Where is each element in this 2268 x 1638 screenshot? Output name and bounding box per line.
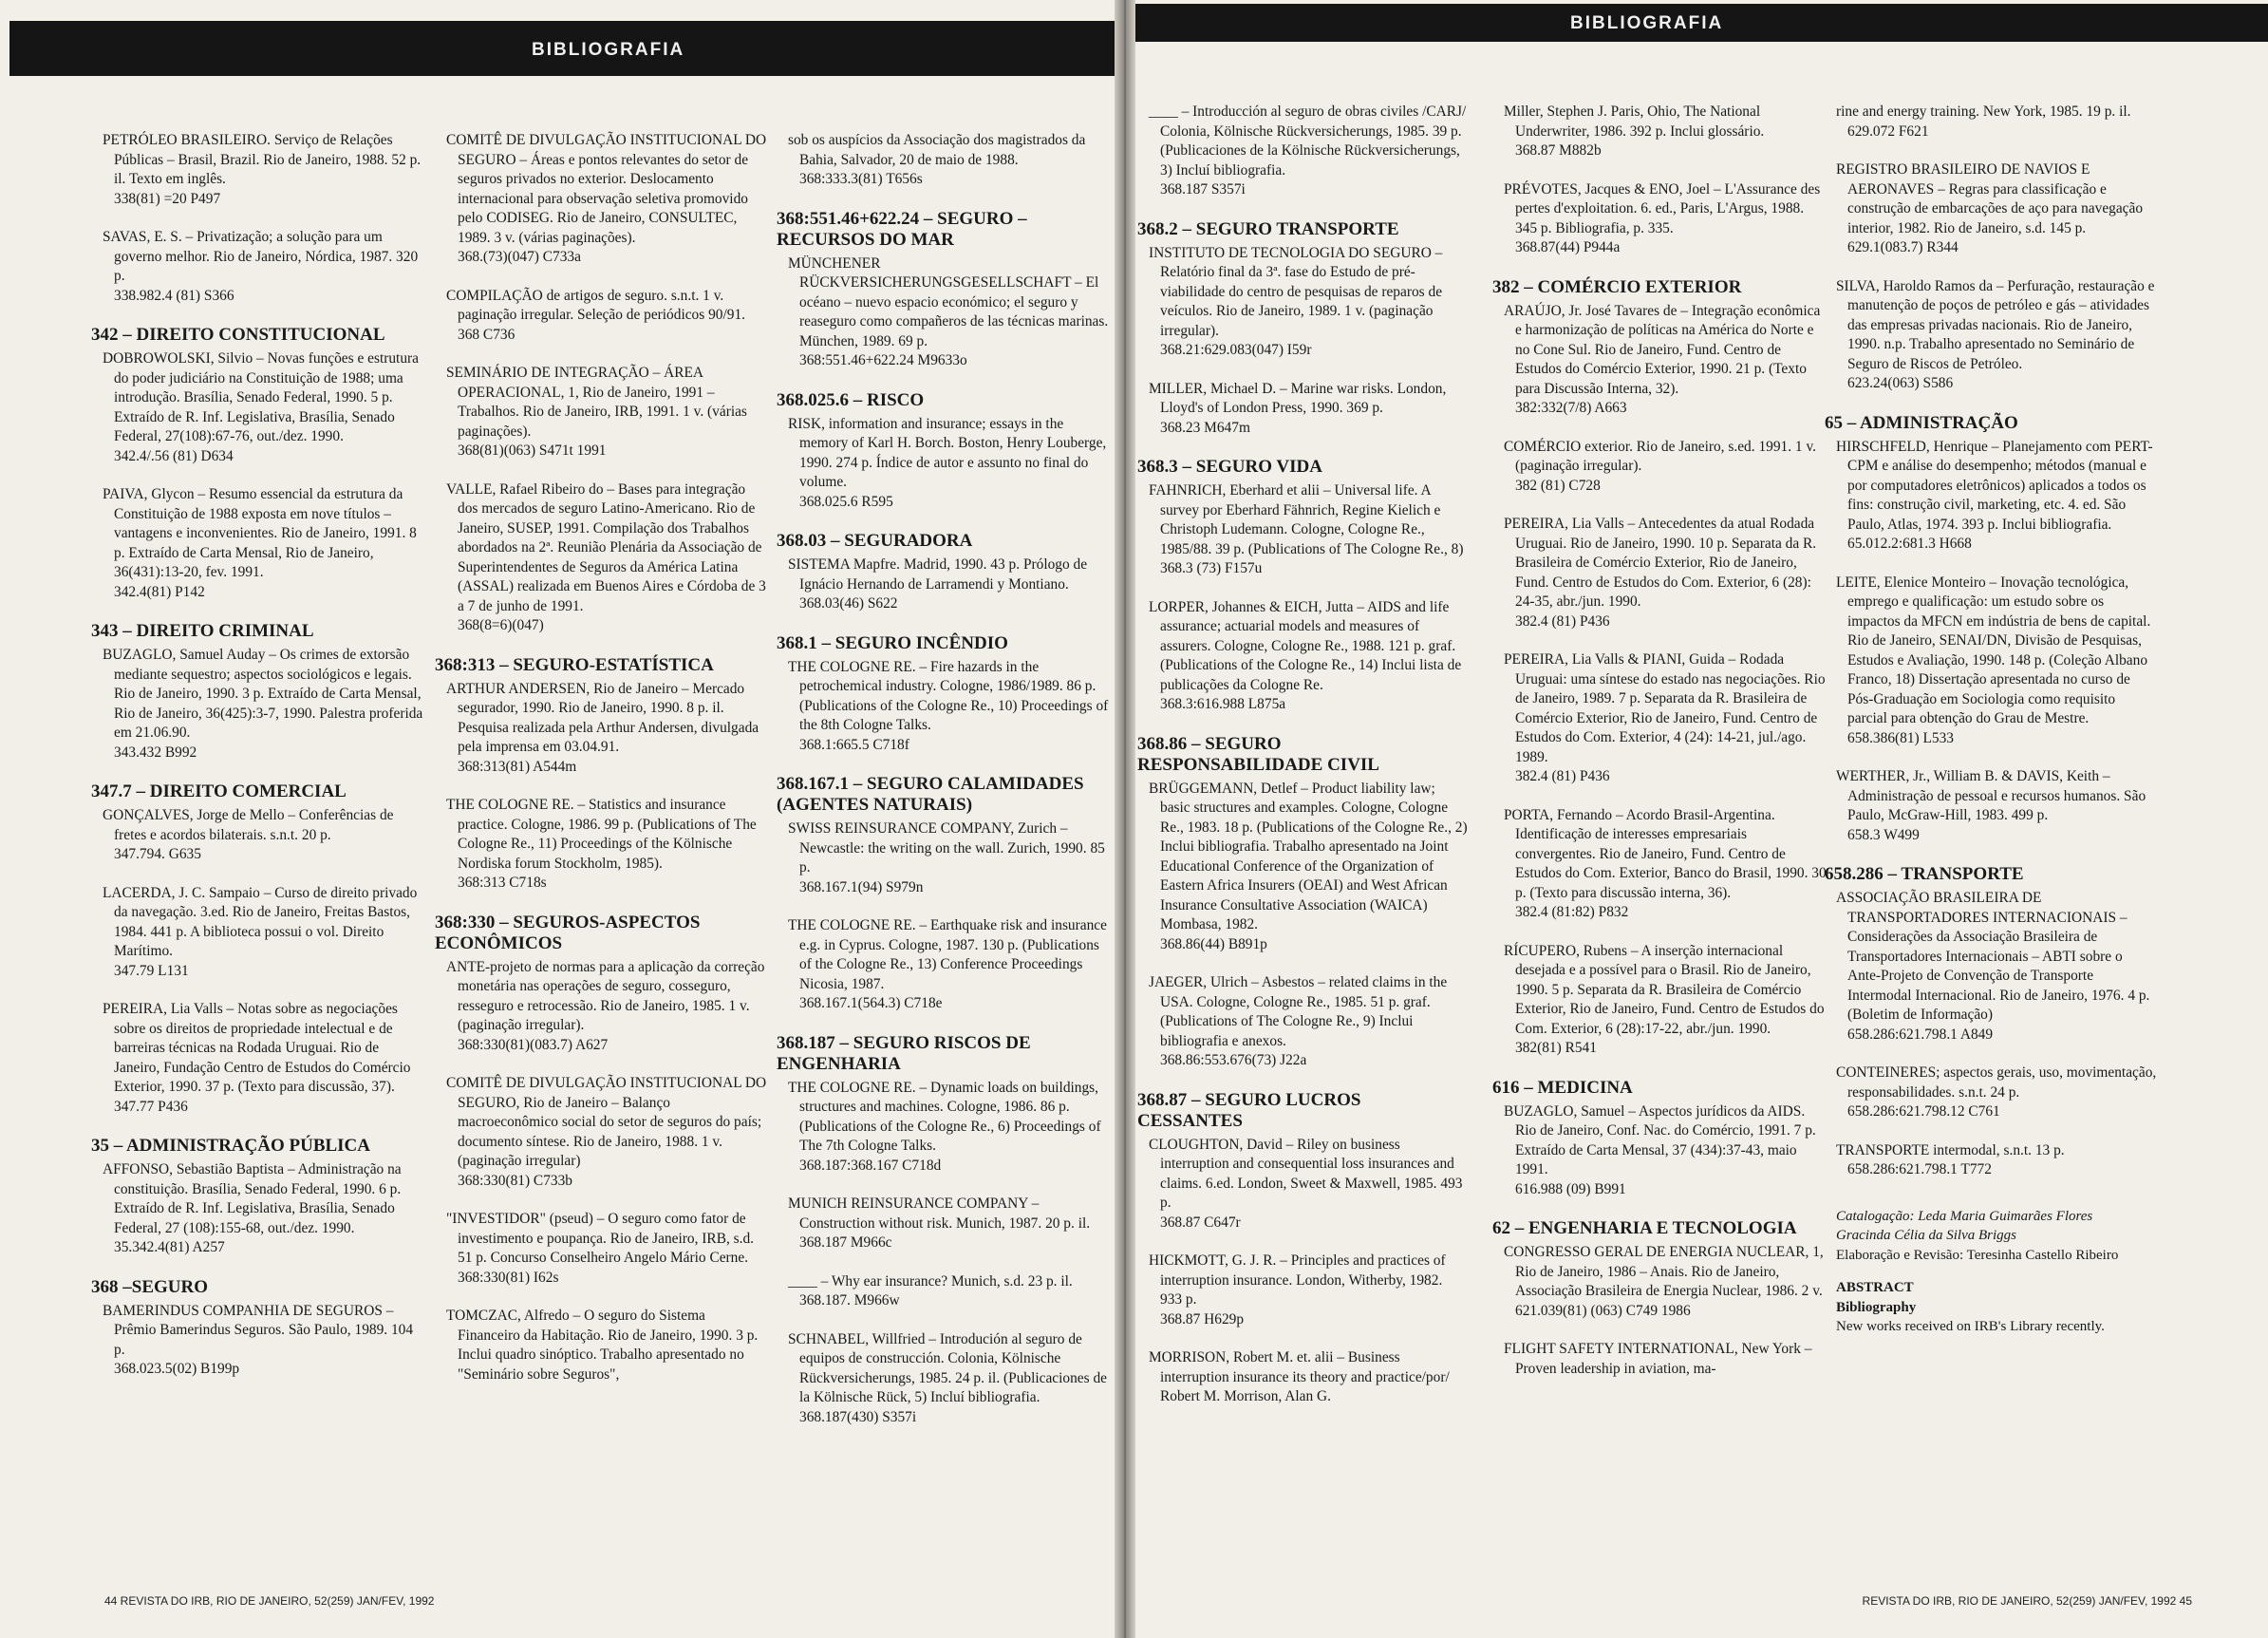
classification-code: 368:330(81) I62s bbox=[458, 1269, 559, 1286]
abstract-text: New works received on IRB's Library recently. bbox=[1836, 1319, 2105, 1334]
bibliography-entry bbox=[103, 485, 425, 602]
section-heading: 65 – ADMINISTRAÇÃO bbox=[1825, 412, 2018, 433]
bibliography-entry bbox=[1836, 1064, 2157, 1122]
entry-text: SEMINÁRIO DE INTEGRAÇÃO – ÁREA OPERACIONAL, 1, Rio de Janeiro, 1991 – Trabalhos. Rio de Janeiro, IRB, 1991. 1 v. (várias paginações). bbox=[446, 365, 747, 440]
section-heading: 342 – DIREITO CONSTITUCIONAL bbox=[91, 325, 385, 345]
bibliography-entry bbox=[1149, 1348, 1468, 1407]
entry-text: SWISS REINSURANCE COMPANY, Zurich – Newcastle: the writing on the wall. Zurich, 1990. 85 p. bbox=[788, 820, 1105, 875]
bibliography-entry bbox=[788, 1079, 1111, 1177]
classification-code: 368.86(44) B891p bbox=[1160, 935, 1267, 952]
bibliography-entry bbox=[103, 1302, 425, 1380]
classification-code: 342.4/.56 (81) D634 bbox=[114, 447, 234, 464]
bibliography-entry bbox=[1836, 1141, 2157, 1180]
section-heading: 62 – ENGENHARIA E TECNOLOGIA bbox=[1492, 1218, 1797, 1238]
classification-code: 368.86:553.676(73) J22a bbox=[1160, 1052, 1307, 1068]
classification-code: 368.3 (73) F157u bbox=[1160, 560, 1263, 576]
classification-code: 368.03(46) S622 bbox=[799, 595, 898, 612]
section-heading: 368.025.6 – RISCO bbox=[777, 389, 925, 410]
bibliography-entry bbox=[788, 555, 1111, 614]
entry-text: COMPILAÇÃO de artigos de seguro. s.n.t. 1 v. paginação irregular. Seleção de periódicos 90/91. bbox=[446, 287, 745, 323]
section-heading: 658.286 – TRANSPORTE bbox=[1825, 864, 2024, 884]
bibliography-entry bbox=[446, 796, 769, 894]
classification-code: 658.286:621.798.1 T772 bbox=[1847, 1161, 1992, 1177]
bibliography-entry bbox=[1836, 574, 2157, 749]
classification-code: 368.187:368.167 C718d bbox=[799, 1157, 942, 1174]
column bbox=[1825, 103, 2157, 1337]
bibliography-entry bbox=[788, 658, 1111, 756]
catalog-line: Catalogação: Leda Maria Guimarães Flores bbox=[1836, 1208, 2093, 1224]
entry-text: SISTEMA Mapfre. Madrid, 1990. 43 p. Prólogo de Ignácio Hernando de Larramendi y Montiano. bbox=[788, 556, 1088, 593]
entry-text: PETRÓLEO BRASILEIRO. Serviço de Relações Públicas – Brasil, Brazil. Rio de Janeiro, 1988. 52 p. il. Texto em inglês. bbox=[103, 132, 422, 187]
classification-code: 368.187(430) S357i bbox=[799, 1408, 917, 1425]
section-heading: 368.87 – SEGURO LUCROS CESSANTES bbox=[1137, 1089, 1361, 1131]
page-title: BIBLIOGRAFIA bbox=[1570, 13, 1724, 33]
bibliography-entry bbox=[446, 1307, 769, 1384]
bibliography-entry bbox=[103, 806, 425, 865]
section-heading: 347.7 – DIREITO COMERCIAL bbox=[91, 781, 347, 801]
bibliography-entry bbox=[1836, 438, 2157, 555]
column bbox=[435, 131, 769, 1403]
bibliography-entry bbox=[788, 819, 1111, 897]
catalog-line: Elaboração e Revisão: Teresinha Castello Ribeiro bbox=[1836, 1247, 2119, 1263]
column bbox=[777, 131, 1111, 1446]
entry-text: BUZAGLO, Samuel Auday – Os crimes de extorsão mediante sequestro; aspectos sociológicos e legais. Rio de Janeiro, 1990. 3 p. Extraído de Carta Mensal, Rio de Janeiro, 36(425):3-7, 1990. Palestra proferida em 21.06.90. bbox=[103, 647, 423, 741]
entry-text: Miller, Stephen J. Paris, Ohio, The National Underwriter, 1986. 392 p. Inclui glossário. bbox=[1504, 104, 1765, 140]
bibliography-entry bbox=[1149, 973, 1468, 1071]
section-heading: 368.167.1 – SEGURO CALAMIDADES (AGENTES NATURAIS) bbox=[777, 774, 1084, 815]
classification-code: 616.988 (09) B991 bbox=[1515, 1180, 1626, 1197]
bibliography-entry bbox=[1504, 806, 1827, 923]
section-heading: 368.2 – SEGURO TRANSPORTE bbox=[1137, 218, 1399, 239]
bibliography-entry bbox=[1504, 438, 1827, 497]
bibliography-entry bbox=[1149, 598, 1468, 715]
classification-code: 382.4 (81) P436 bbox=[1515, 768, 1610, 784]
entry-text: JAEGER, Ulrich – Asbestos – related claims in the USA. Cologne, Cologne Re., 1985. 51 p. graf. (Publications of The Cologne Re., 9) Inclui bibliografia e anexos. bbox=[1149, 974, 1448, 1049]
catalog-credits bbox=[1836, 1207, 2157, 1337]
page-title: BIBLIOGRAFIA bbox=[532, 40, 685, 60]
section-heading: 343 – DIREITO CRIMINAL bbox=[91, 621, 314, 641]
section-heading: 368 –SEGURO bbox=[91, 1276, 208, 1297]
bibliography-entry bbox=[1504, 650, 1827, 787]
bibliography-entry bbox=[788, 916, 1111, 1014]
entry-text: TOMCZAC, Alfredo – O seguro do Sistema Financeiro da Habitação. Rio de Janeiro, 1990. 3 p. Inclui quadro sinóptico. Trabalho apresentado no "Seminário sobre Seguros", bbox=[446, 1308, 759, 1383]
bibliography-entry bbox=[1504, 180, 1827, 258]
section-heading: 368.1 – SEGURO INCÊNDIO bbox=[777, 632, 1008, 653]
page-footer: 44 REVISTA DO IRB, RIO DE JANEIRO, 52(259) JAN/FEV, 1992 bbox=[104, 1594, 435, 1608]
entry-text: BAMERINDUS COMPANHIA DE SEGUROS – Prêmio Bamerindus Seguros. São Paulo, 1989. 104 p. bbox=[103, 1302, 414, 1358]
entry-text: THE COLOGNE RE. – Statistics and insurance practice. Cologne, 1986. 99 p. (Publications of The Cologne Re., 11) Proceedings of the Kölnische Nordiska forum Stockholm, 1985). bbox=[446, 797, 757, 872]
entry-text: RÍCUPERO, Rubens – A inserção internacional desejada e a possível para o Brasil. Rio de Janeiro, 1990. 5 p. Separata da R. Brasileira de Comércio Exterior, Rio de Janeiro, Fund. Centro de Estudos do Com. Exterior, 6 (28):17-22, abr./jun. 1990. bbox=[1504, 942, 1825, 1037]
classification-code: 382.4 (81) P436 bbox=[1515, 612, 1610, 630]
bibliography-entry bbox=[788, 1195, 1111, 1253]
abstract-title: ABSTRACT bbox=[1836, 1280, 1914, 1295]
bibliography-entry bbox=[103, 646, 425, 763]
classification-code: 368 C736 bbox=[458, 326, 515, 343]
entry-text: PAIVA, Glycon – Resumo essencial da estrutura da Constituição de 1988 exposta em nove títulos – vantagens e inconvenientes. Rio de Janeiro, 1991. 8 p. Extraído de Carta Mensal, Rio de Janeiro, 36(431):13-20, fev. 1991. bbox=[103, 486, 417, 580]
classification-code: 368.025.6 R595 bbox=[799, 493, 893, 510]
bibliography-entry bbox=[1504, 103, 1827, 161]
classification-code: 658.386(81) L533 bbox=[1847, 729, 1954, 746]
bibliography-entry bbox=[1149, 1136, 1468, 1233]
bibliography-entry bbox=[1149, 244, 1468, 361]
classification-code: 368.167.1(94) S979n bbox=[799, 878, 924, 895]
entry-text: AFFONSO, Sebastião Baptista – Administração na constituição. Brasília, Senado Federal, 1990. 6 p. Extraído de R. Inf. Legislativa, Brasília, Senado Federal, 27 (108):155-68, out./dez. 1990. bbox=[103, 1161, 402, 1236]
bibliography-entry bbox=[446, 364, 769, 461]
entry-text: HICKMOTT, G. J. R. – Principles and practices of interruption insurance. London, Witherby, 1982. 933 p. bbox=[1149, 1252, 1446, 1308]
bibliography-entry bbox=[446, 1074, 769, 1191]
entry-text: COMITÊ DE DIVULGAÇÃO INSTITUCIONAL DO SEGURO – Áreas e pontos relevantes do setor de seguros privados no exterior. Deslocamento internacional para observação seletiva promovido pelo CODISEG. Rio de Janeiro, CONSULTEC, 1989. 3 v. (várias paginações). bbox=[446, 132, 767, 246]
classification-code: 343.432 B992 bbox=[114, 744, 197, 761]
section-heading: 368.03 – SEGURADORA bbox=[777, 531, 973, 551]
bibliography-entry bbox=[1836, 160, 2157, 258]
entry-text: VALLE, Rafael Ribeiro do – Bases para integração dos mercados de seguro Latino-Americano. Rio de Janeiro, SUSEP, 1991. Compilação dos Trabalhos abordados na 2ª. Reunião Plenária da Associação de Superintendentes de Seguros da América Latina (ASSAL) realizada em Buenos Aires e Córdoba de 3 a 7 de junho de 1991. bbox=[446, 480, 766, 614]
bibliography-entry bbox=[1504, 302, 1827, 419]
classification-code: 658.286:621.798.12 C761 bbox=[1847, 1103, 2000, 1120]
bibliography-entry bbox=[446, 480, 769, 636]
classification-code: 368:551.46+622.24 M9633o bbox=[799, 352, 967, 368]
entry-text: "INVESTIDOR" (pseud) – O seguro como fator de investimento e poupança. Rio de Janeiro, IRB, s.d. 51 p. Concurso Conselheiro Angelo Mário Cerne. bbox=[446, 1211, 755, 1266]
bibliography-entry bbox=[1149, 380, 1468, 439]
entry-text: LEITE, Elenice Monteiro – Inovação tecnológica, emprego e qualificação: um estudo sobre os impactos da MFCN em indústria de bens de capital. Rio de Janeiro, SENAI/DN, Divisão de Pesquisas, Estudos e Avaliação, 1990. 148 p. (Coleção Albano Franco, 18) Dissertação apresentada no curso de Pós-Graduação em Sociologia como requisito parcial para obtenção do Grau de Mestre. bbox=[1836, 574, 2151, 726]
classification-code: 368.21:629.083(047) I59r bbox=[1160, 342, 1312, 358]
bibliography-entry bbox=[1504, 1102, 1827, 1200]
bibliography-entry bbox=[788, 1272, 1111, 1311]
entry-text: TRANSPORTE intermodal, s.n.t. 13 p. bbox=[1836, 1141, 2065, 1158]
entry-text: MUNICH REINSURANCE COMPANY – Construction without risk. Munich, 1987. 20 p. il. bbox=[788, 1196, 1091, 1232]
classification-code: 65.012.2:681.3 H668 bbox=[1847, 536, 1972, 552]
bibliography-entry bbox=[1149, 481, 1468, 579]
entry-text: CLOUGHTON, David – Riley on business interruption and consequential loss insurances and claims. 6.ed. London, Sweet & Maxwell, 1985. 493 p. bbox=[1149, 1136, 1463, 1211]
section-heading: 616 – MEDICINA bbox=[1492, 1077, 1633, 1098]
entry-text: THE COLOGNE RE. – Earthquake risk and insurance e.g. in Cyprus. Cologne, 1987. 130 p. (Publications of the Cologne Re., 13) Conference Proceedings Nicosia, 1987. bbox=[788, 917, 1107, 992]
bibliography-entry bbox=[446, 131, 769, 268]
bibliography-entry bbox=[1504, 515, 1827, 631]
classification-code: 368.(73)(047) C733a bbox=[458, 249, 581, 265]
bibliography-entry bbox=[1149, 1252, 1468, 1329]
entry-text: BRÜGGEMANN, Detlef – Product liability law; basic structures and examples. Cologne, Cologne Re., 1983. 18 p. (Publications of the Cologne Re., 2) Inclui bibliografia. Trabalho apresentado na Joint Educational Conference of the Organization of Eastern Africa Insurers (OEAI) and West African Insurance Consultative Association (WAICA) Mombasa, 1982. bbox=[1149, 780, 1468, 932]
entry-text: SCHNABEL, Willfried – Introdución al seguro de equipos de construcción. Colonia, Kölnische Rückversicherungs, 1985. 24 p. il. (Publicaciones de la Kölnische Rück, 5) Incluí bibliografia. bbox=[788, 1330, 1107, 1405]
classification-code: 368(81)(063) S471t 1991 bbox=[458, 442, 607, 459]
classification-code: 368.3:616.988 L875a bbox=[1160, 696, 1286, 712]
column bbox=[1492, 103, 1827, 1398]
binding-gutter bbox=[1115, 0, 1135, 1638]
entry-text: PEREIRA, Lia Valls – Antecedentes da atual Rodada Uruguai. Rio de Janeiro, 1990. 10 p. Separata da R. Brasileira de Comércio Exterior, Rio de Janeiro, Fund. Centro de Estudos do Com. Exterior, 6 (28): 24-35, abr./jun. 1990. bbox=[1504, 516, 1817, 610]
classification-code: 382.4 (81:82) P832 bbox=[1515, 904, 1629, 920]
section-heading: 368:330 – SEGUROS-ASPECTOS ECONÔMICOS bbox=[435, 912, 701, 953]
classification-code: 368.87(44) P944a bbox=[1515, 239, 1621, 255]
classification-code: 368.23 M647m bbox=[1160, 419, 1250, 436]
entry-text: BUZAGLO, Samuel – Aspectos jurídicos da AIDS. Rio de Janeiro, Conf. Nac. do Comércio, 1991. 7 p. Extraído de Carta Mensal, 37 (434):37-43, maio 1991. bbox=[1504, 1102, 1816, 1177]
entry-text: MORRISON, Robert M. et. alii – Business interruption insurance its theory and practice/por/ Robert M. Morrison, Alan G. bbox=[1149, 1349, 1450, 1404]
bibliography-entry bbox=[103, 131, 425, 209]
entries bbox=[1825, 103, 2157, 1180]
bibliography-entry bbox=[103, 228, 425, 306]
left-page bbox=[0, 0, 1124, 1638]
entry-text: ASSOCIAÇÃO BRASILEIRA DE TRANSPORTADORES INTERNACIONAIS – Considerações da Associação Brasileira de Transportadores Internacionais – ABTI sobre o Ante-Projeto de Convenção de Transporte Intermodal Internacional. Rio de Janeiro, 1976. 4 p. (Boletim de Informação) bbox=[1836, 890, 2150, 1023]
classification-code: 382(81) R541 bbox=[1515, 1040, 1597, 1056]
section-heading: 368.86 – SEGURO RESPONSABILIDADE CIVIL bbox=[1137, 733, 1379, 775]
column bbox=[91, 131, 425, 1399]
section-heading: 368:313 – SEGURO-ESTATÍSTICA bbox=[435, 654, 714, 675]
classification-code: 368.1:665.5 C718f bbox=[799, 736, 909, 753]
entry-text: WERTHER, Jr., William B. & DAVIS, Keith – Administração de pessoal e recursos humanos. São Paulo, McGraw-Hill, 1983. 499 p. bbox=[1836, 768, 2146, 823]
page-footer: REVISTA DO IRB, RIO DE JANEIRO, 52(259) JAN/FEV, 1992 45 bbox=[1862, 1594, 2192, 1608]
entry-text: PRÉVOTES, Jacques & ENO, Joel – L'Assurance des pertes d'exploitation. 6. ed., Paris, L'Argus, 1988. 345 p. Bibliografia, p. 335. bbox=[1504, 180, 1821, 236]
classification-code: 368.187 M966c bbox=[799, 1234, 892, 1251]
bibliography-entry bbox=[788, 131, 1111, 190]
classification-code: 347.794. G635 bbox=[114, 846, 201, 862]
bibliography-entry bbox=[103, 349, 425, 466]
classification-code: 629.072 F621 bbox=[1847, 122, 1929, 140]
section-heading: 35 – ADMINISTRAÇÃO PÚBLICA bbox=[91, 1136, 370, 1156]
entry-text: PORTA, Fernando – Acordo Brasil-Argentina. Identificação de interesses empresariais convergentes. Rio de Janeiro, Fund. Centro de Estudos do Com. Exterior, Banco do Brasil, 1990. 30 p. (Texto para discussão interna, 36). bbox=[1504, 806, 1827, 901]
entry-text: rine and energy training. New York, 1985. 19 p. il. bbox=[1836, 104, 2131, 120]
bibliography-entry bbox=[103, 1160, 425, 1258]
bibliography-entry bbox=[788, 1330, 1111, 1428]
classification-code: 368:330(81)(083.7) A627 bbox=[458, 1036, 609, 1053]
bibliography-entry bbox=[788, 254, 1111, 371]
bibliography-entry bbox=[446, 287, 769, 346]
entry-text: LORPER, Johannes & EICH, Jutta – AIDS and life assurance; actuarial models and measures of assurers. Cologne, Cologne Re., 1988. 121 p. graf. (Publications of the Cologne Re., 14) Inclui lista de publicações da Cologne Re. bbox=[1149, 598, 1462, 693]
classification-code: 347.77 P436 bbox=[114, 1098, 188, 1115]
entry-text: PEREIRA, Lia Valls & PIANI, Guida – Rodada Uruguai: uma síntese do estado nas negociações. Rio de Janeiro, 1989. 7 p. Separata da R. Brasileira de Comércio Exterior, Rio de Janeiro, Fund. Centro de Estudos do Com. Exterior, 4 (24): 14-21, jul./ago. 1989. bbox=[1504, 651, 1826, 765]
entry-text: LACERDA, J. C. Sampaio – Curso de direito privado da navegação. 3.ed. Rio de Janeiro, Freitas Bastos, 1984. 441 p. A biblioteca possui o vol. Direito Marítimo. bbox=[103, 884, 418, 959]
section-heading: 368.3 – SEGURO VIDA bbox=[1137, 457, 1322, 477]
entry-text: THE COLOGNE RE. – Fire hazards in the petrochemical industry. Cologne, 1986/1989. 86 p. (Publications of the Cologne Re., 10) Proceedings of the 8th Cologne Talks. bbox=[788, 658, 1109, 733]
entry-text: PEREIRA, Lia Valls – Notas sobre as negociações sobre os direitos de propriedade intelectual e de barreiras técnicas na Rodada Uruguai. Rio de Janeiro, Fundação Centro de Estudos do Comércio Exterior, 1990. 37 p. (Texto para discussão, 37). bbox=[103, 1001, 411, 1095]
classification-code: 629.1(083.7) R344 bbox=[1847, 239, 1959, 255]
bibliography-entry bbox=[446, 680, 769, 778]
classification-code: 368.87 H629p bbox=[1160, 1310, 1245, 1327]
bibliography-entry bbox=[1504, 1340, 1827, 1379]
classification-code: 342.4(81) P142 bbox=[114, 583, 205, 600]
entry-text: SILVA, Haroldo Ramos da – Perfuração, restauração e manutenção de poços de petróleo e gás – atividades das empresas privadas nacionais. Rio de Janeiro, 1990. n.p. Trabalho apresentado no Seminário de Seguro de Riscos de Petróleo. bbox=[1836, 277, 2155, 372]
classification-code: 623.24(063) S586 bbox=[1847, 375, 1954, 391]
entry-text: RISK, information and insurance; essays in the memory of Karl H. Borch. Boston, Henry Louberge, 1990. 274 p. Índice de autor e assunto no final do volume. bbox=[788, 415, 1107, 490]
catalog-line: Gracinda Célia da Silva Briggs bbox=[1836, 1228, 2016, 1243]
entry-text: FAHNRICH, Eberhard et alii – Universal life. A survey por Eberhard Fähnrich, Regine Kielich e Christoph Ludemann. Cologne, Cologne Re., 1985/88. 39 p. (Publications of The Cologne Re., 8) bbox=[1149, 482, 1464, 557]
classification-code: 621.039(81) (063) C749 1986 bbox=[1515, 1302, 1691, 1319]
bibliography-entry bbox=[446, 958, 769, 1056]
classification-code: 347.79 L131 bbox=[114, 962, 189, 979]
entry-text: ANTE-projeto de normas para a aplicação da correção monetária nas operações de seguro, cosseguro, resseguro e retrocessão. Rio de Janeiro, 1985. 1 v. (paginação irregular). bbox=[446, 958, 765, 1033]
classification-code: 338(81) =20 P497 bbox=[114, 190, 221, 207]
bibliography-entry bbox=[103, 1000, 425, 1117]
classification-code: 382 (81) C728 bbox=[1515, 477, 1601, 494]
entry-text: MÜNCHENER RÜCKVERSICHERUNGSGESELLSCHAFT – El océano – nuevo espacio económico; el seguro y reaseguro como compañeros de las técnicas marinas. München, 1989. 69 p. bbox=[788, 254, 1109, 349]
section-heading: 368.187 – SEGURO RISCOS DE ENGENHARIA bbox=[777, 1032, 1031, 1074]
bibliography-entry bbox=[788, 415, 1111, 513]
entry-text: DOBROWOLSKI, Silvio – Novas funções e estrutura do poder judiciário na Constituição de 1988; uma introdução. Brasília, Senado Federal, 1990. 5 p. Extraído de R. Inf. Legislativa, Brasília, Senado Federal, 27(108):67-76, out./dez. 1990. bbox=[103, 350, 419, 444]
bibliography-entry bbox=[1504, 1243, 1827, 1321]
classification-code: 368:313(81) A544m bbox=[458, 758, 577, 775]
abstract-subtitle: Bibliography bbox=[1836, 1299, 1917, 1315]
entry-text: ____ – Introducción al seguro de obras civiles /CARJ/ Colonia, Kölnische Rückversicherungs, 1985. 39 p. (Publicaciones de la Kölnische Rückversicherungs, 3) Incluí bibliografia. bbox=[1149, 104, 1467, 179]
entry-text: ARAÚJO, Jr. José Tavares de – Integração econômica e harmonização de políticas na América do Norte e no Cone Sul. Rio de Janeiro, Fund. Centro de Estudos do Comércio Exterior, 1990. 21 p. (Texto para Discussão Interna, 32). bbox=[1504, 302, 1821, 397]
classification-code: 368.023.5(02) B199p bbox=[114, 1361, 240, 1377]
bibliography-entry bbox=[1504, 942, 1827, 1059]
bibliography-entry bbox=[446, 1210, 769, 1288]
classification-code: 658.286:621.798.1 A849 bbox=[1847, 1026, 1994, 1043]
entry-text: CONGRESSO GERAL DE ENERGIA NUCLEAR, 1, Rio de Janeiro, 1986 – Anais. Rio de Janeiro, Associação Brasileira de Energia Nuclear, 1986. 2 v. bbox=[1504, 1244, 1824, 1299]
entry-text: CONTEINERES; aspectos gerais, uso, movimentação, responsabilidades. s.n.t. 24 p. bbox=[1836, 1064, 2157, 1101]
entry-text: COMITÊ DE DIVULGAÇÃO INSTITUCIONAL DO SEGURO, Rio de Janeiro – Balanço macroeconômico social do setor de seguros do país; documento síntese. Rio de Janeiro, 1988. 1 v. (paginação irregular) bbox=[446, 1075, 767, 1169]
classification-code: 658.3 W499 bbox=[1847, 826, 1920, 843]
entry-text: ____ – Why ear insurance? Munich, s.d. 23 p. il. bbox=[788, 1272, 1073, 1290]
classification-code: 368.87 M882b bbox=[1515, 142, 1602, 159]
entry-text: GONÇALVES, Jorge de Mello – Conferências de fretes e acordos bilaterais. s.n.t. 20 p. bbox=[103, 807, 394, 843]
bibliography-entry bbox=[1149, 780, 1468, 955]
classification-code: 368(8=6)(047) bbox=[458, 617, 544, 633]
bibliography-entry bbox=[103, 884, 425, 982]
bibliography-entry bbox=[1836, 103, 2157, 141]
entry-text: HIRSCHFELD, Henrique – Planejamento com PERT-CPM e análise do desempenho; métodos (manual e por computadores eletrônicos) aplicados a todos os fins: construção civil, marketing, etc. 4. ed. São Paulo, Atlas, 1974. 393 p. Inclui bibliografia. bbox=[1836, 438, 2153, 533]
column bbox=[1137, 103, 1468, 1426]
bibliography-entry bbox=[1836, 277, 2157, 394]
right-page bbox=[1124, 0, 2268, 1638]
entry-text: ARTHUR ANDERSEN, Rio de Janeiro – Mercado segurador, 1990. Rio de Janeiro, 1990. 8 p. il. Pesquisa realizada pela Arthur Andersen, divulgada pela imprensa em 03.04.91. bbox=[446, 680, 759, 755]
section-heading: 368:551.46+622.24 – SEGURO – RECURSOS DO MAR bbox=[777, 208, 1027, 250]
bibliography-entry bbox=[1836, 889, 2157, 1045]
entry-text: MILLER, Michael D. – Marine war risks. London, Lloyd's of London Press, 1990. 369 p. bbox=[1149, 380, 1447, 416]
entry-text: REGISTRO BRASILEIRO DE NAVIOS E AERONAVES – Regras para classificação e construção de embarcações de aço para navegação interior, 1982. Rio de Janeiro, s.d. 145 p. bbox=[1836, 161, 2144, 236]
entry-text: INSTITUTO DE TECNOLOGIA DO SEGURO – Relatório final da 3ª. fase do Estudo de pré-viabilidade do centro de pesquisas de reparos de veículos. Rio de Janeiro, 1989. 1 v. (paginação irregular). bbox=[1149, 244, 1443, 339]
entry-text: sob os auspícios da Associação dos magistrados da Bahia, Salvador, 20 de maio de 1988. bbox=[788, 132, 1086, 168]
entry-text: COMÉRCIO exterior. Rio de Janeiro, s.ed. 1991. 1 v. (paginação irregular). bbox=[1504, 438, 1817, 474]
classification-code: 368.187 S357i bbox=[1160, 181, 1246, 198]
bibliography-entry bbox=[1149, 103, 1468, 200]
entry-text: THE COLOGNE RE. – Dynamic loads on buildings, structures and machines. Cologne, 1986. 86 p. (Publications of the Cologne Re., 6) Proceedings of The 7th Cologne Talks. bbox=[788, 1079, 1101, 1154]
bibliography-entry bbox=[1836, 767, 2157, 845]
classification-code: 338.982.4 (81) S366 bbox=[114, 287, 234, 304]
classification-code: 368.87 C647r bbox=[1160, 1214, 1241, 1231]
classification-code: 368:333.3(81) T656s bbox=[799, 171, 923, 187]
section-heading: 382 – COMÉRCIO EXTERIOR bbox=[1492, 276, 1742, 297]
classification-code: 382:332(7/8) A663 bbox=[1515, 400, 1627, 416]
classification-code: 368:313 C718s bbox=[458, 875, 547, 891]
entry-text: SAVAS, E. S. – Privatização; a solução para um governo melhor. Rio de Janeiro, Nórdica, 1987. 320 p. bbox=[103, 229, 419, 284]
classification-code: 368.187. M966w bbox=[799, 1292, 900, 1309]
classification-code: 35.342.4(81) A257 bbox=[114, 1239, 225, 1255]
classification-code: 368.167.1(564.3) C718e bbox=[799, 995, 943, 1011]
entry-text: FLIGHT SAFETY INTERNATIONAL, New York – Proven leadership in aviation, ma- bbox=[1504, 1341, 1812, 1377]
classification-code: 368:330(81) C733b bbox=[458, 1172, 572, 1189]
